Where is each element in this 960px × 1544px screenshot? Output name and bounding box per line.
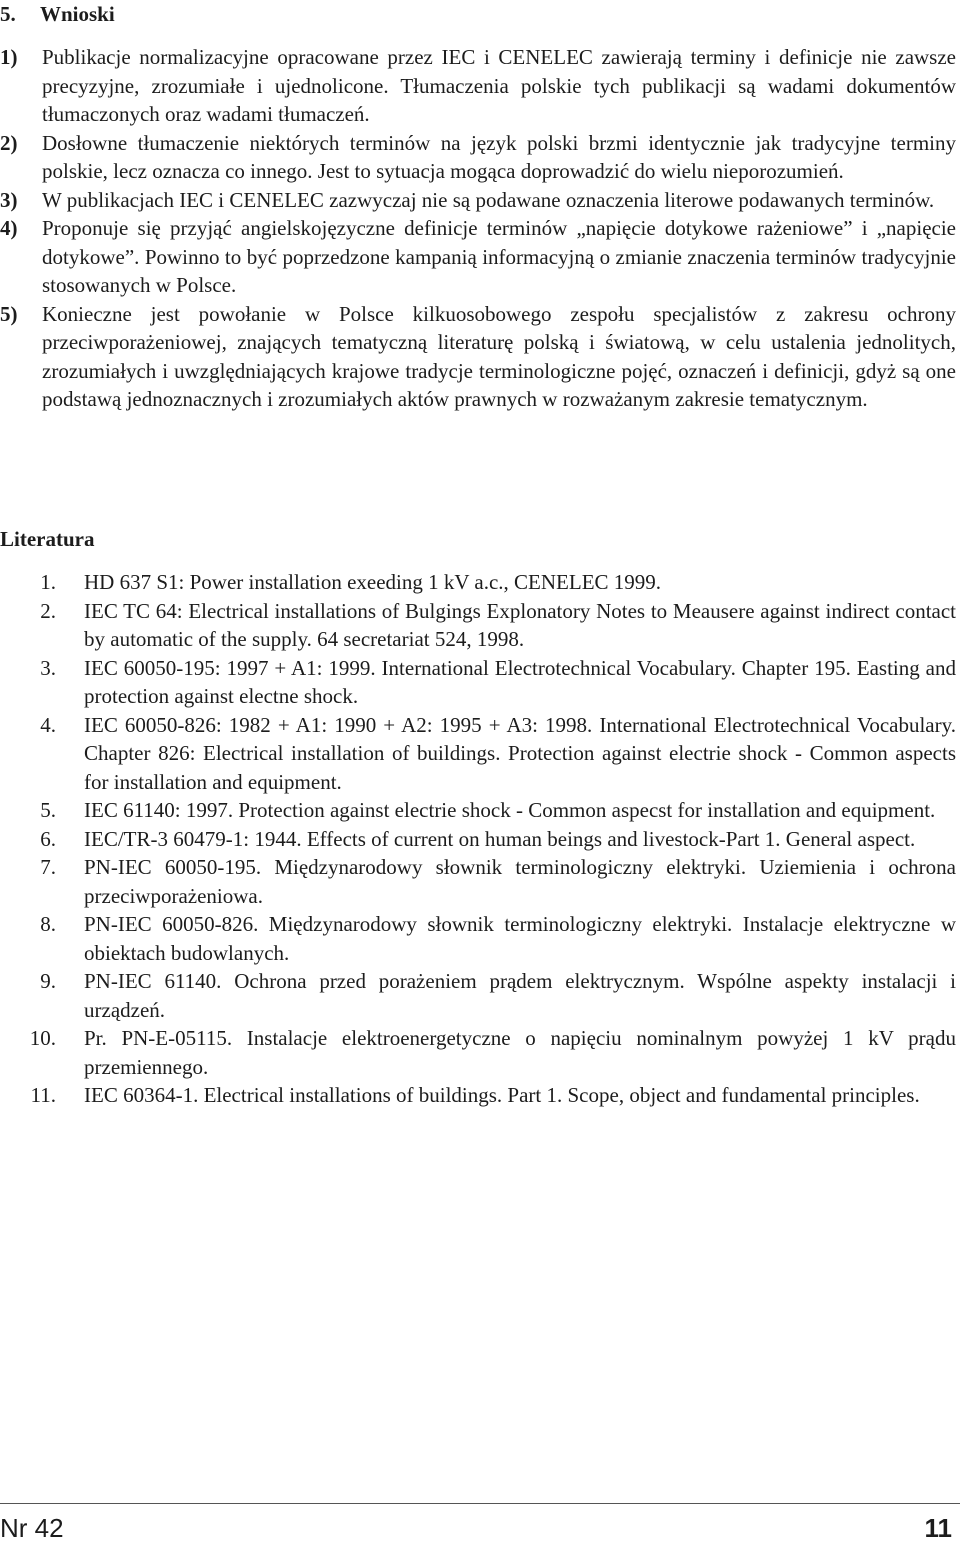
reference-number: 8.: [40, 912, 56, 936]
reference-item: [0, 853, 956, 910]
reference-item: [0, 711, 956, 797]
conclusion-number: 5): [0, 301, 18, 326]
reference-number: 6.: [40, 826, 56, 851]
conclusion-item: [0, 129, 956, 186]
conclusion-number: 2): [0, 130, 18, 155]
conclusion-text: Proponuje się przyjąć angielskojęzyczne definicje terminów „napięcie dotykowe rażeniowe” i „napięcie dotykowe”. Powinno to być poprzedzone kampanią informacyjną o zmianie znaczenia terminów tradycyjnie stosowanych w Polsce.: [42, 216, 956, 297]
reference-text: IEC/TR-3 60479-1: 1944. Effects of current on human beings and livestock-Part 1. General aspect.: [84, 826, 916, 851]
reference-text: PN-IEC 60050-826. Międzynarodowy słownik terminologiczny elektryki. Instalacje elektryczne w obiektach budowlanych.: [84, 912, 956, 965]
reference-list: [0, 568, 956, 1110]
conclusion-text: W publikacjach IEC i CENELEC zazwyczaj nie są podawane oznaczenia literowe podawanych terminów.: [42, 187, 935, 212]
conclusion-number: 1): [0, 45, 18, 69]
footer-divider: [0, 1503, 960, 1504]
section-title: Wnioski: [40, 2, 115, 26]
literature-heading: Literatura: [0, 527, 95, 551]
reference-number: 4.: [40, 712, 56, 737]
reference-text: HD 637 S1: Power installation exeeding 1 kV a.c., CENELEC 1999.: [84, 570, 662, 594]
conclusion-number: 4): [0, 216, 18, 240]
reference-item: [0, 1024, 956, 1081]
reference-number: 3.: [40, 655, 56, 680]
reference-text: IEC 60050-826: 1982 + A1: 1990 + A2: 1995 + A3: 1998. International Electrotechnical Vocabulary. Chapter 826: Electrical installation of buildings. Protection against electrie shock - Common aspects for installation and equipment.: [84, 712, 956, 794]
reference-text: IEC 61140: 1997. Protection against electrie shock - Common aspecst for installation and equipment.: [84, 798, 936, 822]
reference-item: [0, 967, 956, 1024]
reference-number: 2.: [40, 598, 56, 623]
reference-item: [0, 825, 956, 854]
reference-text: IEC 60364-1. Electrical installations of buildings. Part 1. Scope, object and fundamental principles.: [84, 1083, 920, 1107]
issue-number: Nr 42: [0, 1513, 64, 1543]
conclusions-list: [0, 43, 956, 414]
reference-text: PN-IEC 60050-195. Międzynarodowy słownik terminologiczny elektryki. Uziemienia i ochrona przeciwporażeniowa.: [84, 855, 956, 908]
reference-item: [0, 910, 956, 967]
reference-number: 11.: [30, 1083, 56, 1107]
reference-number: 9.: [40, 969, 56, 993]
page-number: 11: [924, 1513, 952, 1543]
reference-text: Pr. PN-E-05115. Instalacje elektroenergetyczne o napięciu nominalnym powyżej 1 kV prądu przemiennego.: [84, 1026, 956, 1079]
reference-number: 10.: [29, 1026, 56, 1050]
reference-number: 1.: [40, 570, 56, 594]
conclusion-text: Konieczne jest powołanie w Polsce kilkuosobowego zespołu specjalistów z zakresu ochrony przeciwporażeniowej, znających tematyczną literaturę polską i światową, w celu ustalenia jednolitych, zrozumiałych i uwzględniających krajowe tradycje terminologiczne pojęć, oznaczeń i definicji, gdyż są one podstawą jednoznacznych i zrozumiałych aktów prawnych w rozważanym zakresie tematycznym.: [42, 301, 956, 411]
conclusion-item: [0, 300, 956, 414]
reference-item: [0, 568, 956, 597]
conclusion-text: Dosłowne tłumaczenie niektórych terminów na język polski brzmi identycznie jak tradycyjne terminy polskie, lecz oznacza co innego. Jest to sytuacja mogąca doprowadzić do wielu nieporozumień.: [42, 130, 956, 183]
conclusion-item: [0, 214, 956, 300]
section-heading: [0, 0, 115, 28]
reference-item: [0, 1081, 956, 1110]
reference-text: PN-IEC 61140. Ochrona przed porażeniem prądem elektrycznym. Wspólne aspekty instalacji i urządzeń.: [84, 969, 956, 1022]
reference-item: [0, 654, 956, 711]
reference-item: [0, 597, 956, 654]
section-number: 5.: [0, 2, 16, 26]
reference-item: [0, 796, 956, 825]
reference-number: 7.: [40, 855, 56, 879]
reference-number: 5.: [40, 798, 56, 822]
reference-text: IEC 60050-195: 1997 + A1: 1999. International Electrotechnical Vocabulary. Chapter 195. Easting and protection against electne shock.: [84, 655, 956, 708]
conclusion-item: [0, 43, 956, 129]
conclusion-number: 3): [0, 187, 18, 212]
conclusion-text: Publikacje normalizacyjne opracowane przez IEC i CENELEC zawierają terminy i definicje nie zawsze precyzyjne, zrozumiałe i ujednolicone. Tłumaczenia polskie tych publikacji są wadami dokumentów tłumaczonych oraz wadami tłumaczeń.: [42, 45, 956, 126]
conclusion-item: [0, 186, 956, 215]
reference-text: IEC TC 64: Electrical installations of Bulgings Explonatory Notes to Meausere against indirect contact by automatic of the supply. 64 secretariat 524, 1998.: [84, 598, 956, 651]
